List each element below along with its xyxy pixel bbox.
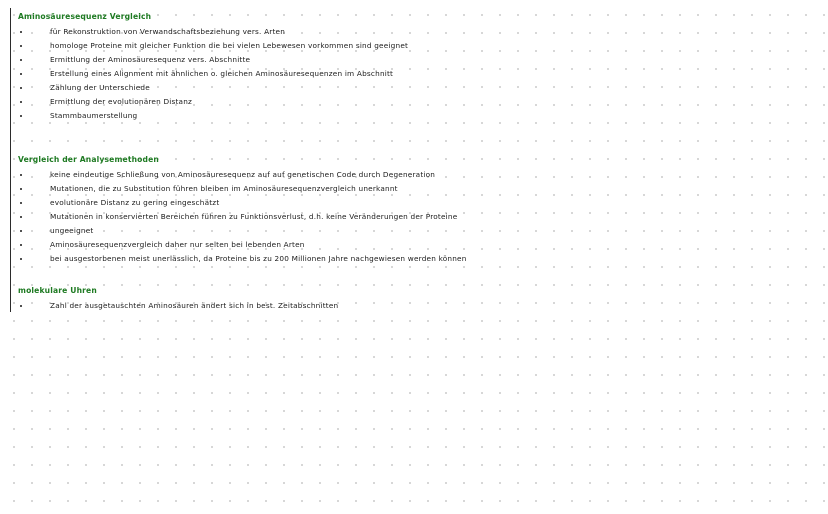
list-item xyxy=(18,210,808,224)
bullet-list xyxy=(18,168,808,266)
list-item xyxy=(18,95,808,109)
bullet-icon xyxy=(20,115,22,117)
bullet-icon xyxy=(20,45,22,47)
bullet-icon xyxy=(20,73,22,75)
bullet-icon xyxy=(20,230,22,232)
list-item xyxy=(18,25,808,39)
bullet-icon xyxy=(20,87,22,89)
list-item-text: Zahl der ausgetauschten Aminosäuren ändert sich in best. Zeitabschnitten xyxy=(50,301,339,310)
list-item-text: keine eindeutige Schließung von Aminosäuresequenz auf auf genetischen Code durch Degeneration xyxy=(50,170,436,179)
bullet-icon xyxy=(20,244,22,246)
list-item xyxy=(18,67,808,81)
margin-line xyxy=(10,8,11,312)
list-item xyxy=(18,168,808,182)
list-item xyxy=(18,109,808,123)
bullet-icon xyxy=(20,188,22,190)
list-item-text: evolutionäre Distanz zu gering eingeschätzt xyxy=(50,198,220,207)
list-item-text: Ermittlung der evolutionären Distanz xyxy=(50,97,193,106)
list-item xyxy=(18,299,808,313)
section-heading: Aminosäuresequenz Vergleich xyxy=(18,12,152,21)
list-item-text: Erstellung eines Alignment mit ähnlichen o. gleichen Aminosäuresequenzen im Abschnitt xyxy=(50,69,394,78)
list-item xyxy=(18,238,808,252)
list-item-text: für Rekonstruktion von Verwandschaftsbeziehung vers. Arten xyxy=(50,27,286,36)
section-heading: Vergleich der Analysemethoden xyxy=(18,155,159,164)
section-heading: molekulare Uhren xyxy=(18,286,97,295)
list-item-text: Stammbaumerstellung xyxy=(50,111,138,120)
list-item xyxy=(18,224,808,238)
list-item xyxy=(18,53,808,67)
list-item-text: Zählung der Unterschiede xyxy=(50,83,150,92)
bullet-icon xyxy=(20,202,22,204)
bullet-list xyxy=(18,25,808,123)
list-item xyxy=(18,196,808,210)
list-item-text: Mutationen, die zu Substitution führen bleiben im Aminosäuresequenzvergleich unerkannt xyxy=(50,184,398,193)
bullet-icon xyxy=(20,101,22,103)
list-item-text: Ermittlung der Aminosäuresequenz vers. Abschnitte xyxy=(50,55,251,64)
list-item xyxy=(18,39,808,53)
section-molekulare-uhren xyxy=(18,285,808,313)
list-item xyxy=(18,81,808,95)
list-item-text: Mutationen in konservierten Bereichen führen zu Funktionsverlust, d.h. keine Veränderungen der Proteine xyxy=(50,212,458,221)
bullet-icon xyxy=(20,305,22,307)
list-item-text: ungeeignet xyxy=(50,226,94,235)
bullet-icon xyxy=(20,258,22,260)
list-item-text: homologe Proteine mit gleicher Funktion die bei vielen Lebewesen vorkommen sind geeignet xyxy=(50,41,409,50)
bullet-icon xyxy=(20,174,22,176)
list-item xyxy=(18,182,808,196)
list-item-text: bei ausgestorbenen meist unerlässlich, da Proteine bis zu 200 Millionen Jahre nachgewiesen werden können xyxy=(50,254,467,263)
bullet-list xyxy=(18,299,808,313)
section-aminosaeuresequenz-vergleich xyxy=(18,11,808,123)
bullet-icon xyxy=(20,59,22,61)
bullet-icon xyxy=(20,216,22,218)
bullet-icon xyxy=(20,31,22,33)
section-vergleich-der-analysemethoden xyxy=(18,154,808,266)
list-item-text: Aminosäuresequenzvergleich daher nur selten bei lebenden Arten xyxy=(50,240,305,249)
list-item xyxy=(18,252,808,266)
